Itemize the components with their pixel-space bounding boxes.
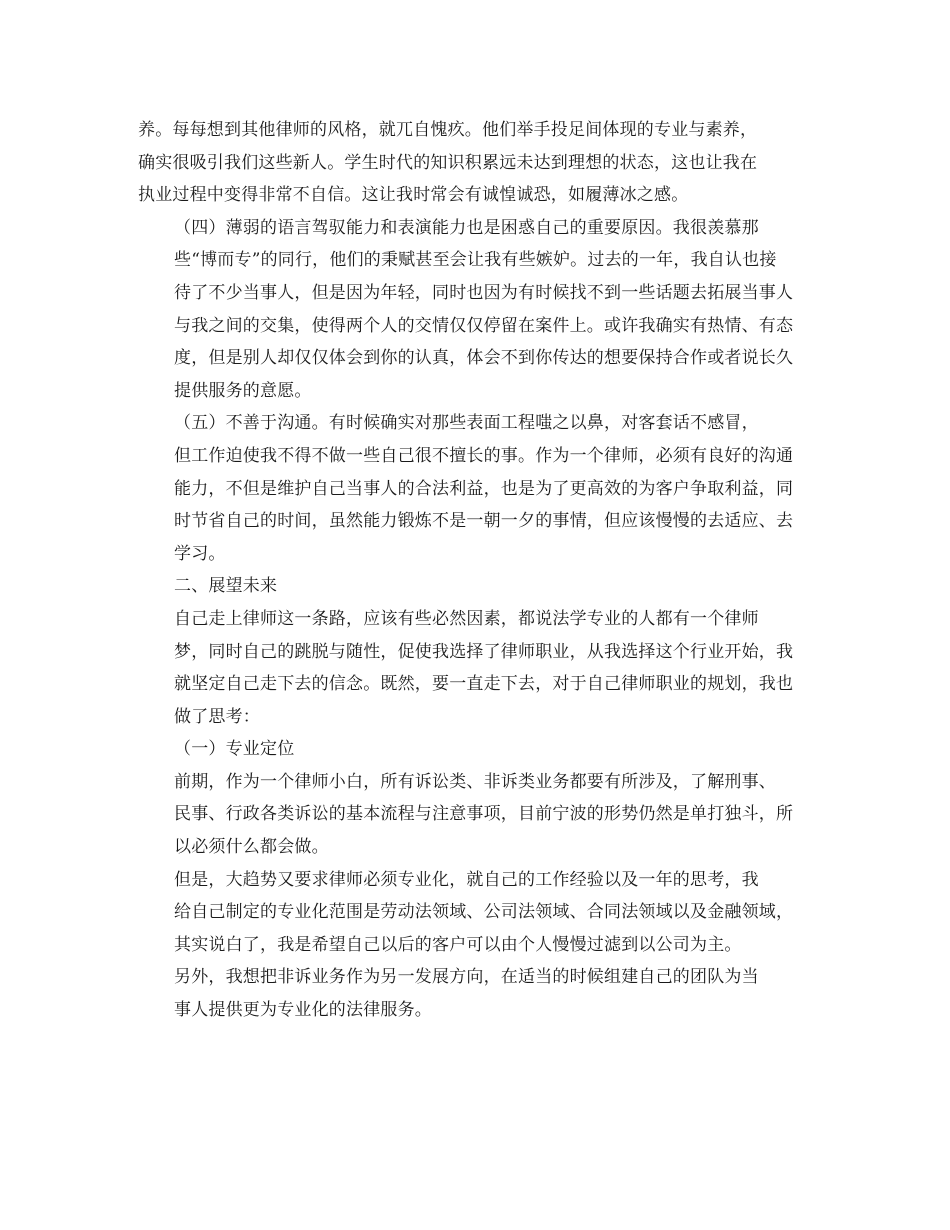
paragraph-p4 bbox=[138, 570, 818, 603]
text-line: 提供服务的意愿。 bbox=[174, 380, 312, 401]
text-line: 民事、行政各类诉讼的基本流程与注意事项，目前宁波的形势仍然是单打独斗，所 bbox=[174, 804, 794, 825]
text-line: 能力，不但是维护自己当事人的合法利益，也是为了更高效的为客户争取利益，同 bbox=[174, 478, 794, 499]
text-line: 梦，同时自己的跳脱与随性，促使我选择了律师职业，从我选择这个行业开始，我 bbox=[174, 641, 794, 662]
text-line: 另外，我想把非诉业务作为另一发展方向，在适当的时候组建自己的团队为当 bbox=[174, 967, 759, 988]
text-line: 二、展望未来 bbox=[174, 576, 278, 597]
text-line: 待了不少当事人，但是因为年轻，同时也因为有时候找不到一些话题去拓展当事人 bbox=[174, 282, 794, 303]
paragraph-p9 bbox=[138, 961, 818, 1026]
text-line: 些“博而专”的同行，他们的秉赋甚至会让我有些嫉妒。过去的一年，我自认也接 bbox=[174, 250, 777, 271]
text-line: 事人提供更为专业化的法律服务。 bbox=[174, 1000, 432, 1021]
text-line: 确实很吸引我们这些新人。学生时代的知识积累远未达到理想的状态，这也让我在 bbox=[138, 152, 758, 173]
text-line: （一）专业定位 bbox=[174, 739, 295, 760]
paragraph-p2 bbox=[138, 212, 818, 408]
text-line: 其实说白了，我是希望自己以后的客户可以由个人慢慢过滤到以公司为主。 bbox=[174, 934, 742, 955]
paragraph-p8 bbox=[138, 864, 818, 962]
paragraph-p1 bbox=[138, 114, 818, 212]
text-line: （四）薄弱的语言驾驭能力和表演能力也是困惑自己的重要原因。我很羡慕那 bbox=[174, 217, 759, 238]
text-line: 与我之间的交集，使得两个人的交情仅仅停留在案件上。或许我确实有热情、有态 bbox=[174, 315, 794, 336]
paragraph-p6 bbox=[138, 733, 818, 766]
text-line: 以必须什么都会做。 bbox=[174, 837, 329, 858]
text-line: 但是，大趋势又要求律师必须专业化，就自己的工作经验以及一年的思考，我 bbox=[174, 869, 759, 890]
text-line: （五）不善于沟通。有时候确实对那些表面工程嗤之以鼻，对客套话不感冒， bbox=[174, 413, 759, 434]
paragraph-p3 bbox=[138, 407, 818, 570]
text-line: 自己走上律师这一条路，应该有些必然因素，都说法学专业的人都有一个律师 bbox=[174, 608, 759, 629]
text-line: 时节省自己的时间，虽然能力锻炼不是一朝一夕的事情，但应该慢慢的去适应、去 bbox=[174, 511, 794, 532]
text-line: 但工作迫使我不得不做一些自己很不擅长的事。作为一个律师，必须有良好的沟通 bbox=[174, 445, 794, 466]
text-line: 养。每每想到其他律师的风格，就兀自愧疚。他们举手投足间体现的专业与素养， bbox=[138, 120, 758, 140]
text-line: 学习。 bbox=[174, 543, 226, 564]
paragraph-p5 bbox=[138, 603, 818, 733]
document-body bbox=[138, 114, 818, 1027]
text-line: 做了思考： bbox=[174, 706, 260, 727]
text-line: 前期，作为一个律师小白，所有诉讼类、非诉类业务都要有所涉及，了解刑事、 bbox=[174, 771, 776, 792]
text-line: 给自己制定的专业化范围是劳动法领域、公司法领域、合同法领域以及金融领域， bbox=[174, 902, 794, 923]
text-line: 执业过程中变得非常不自信。这让我时常会有诚惶诚恐，如履薄冰之感。 bbox=[138, 185, 689, 206]
text-line: 就坚定自己走下去的信念。既然，要一直走下去，对于自己律师职业的规划，我也 bbox=[174, 674, 794, 695]
paragraph-p7 bbox=[138, 766, 818, 864]
text-line: 度，但是别人却仅仅体会到你的认真，体会不到你传达的想要保持合作或者说长久 bbox=[174, 348, 794, 369]
